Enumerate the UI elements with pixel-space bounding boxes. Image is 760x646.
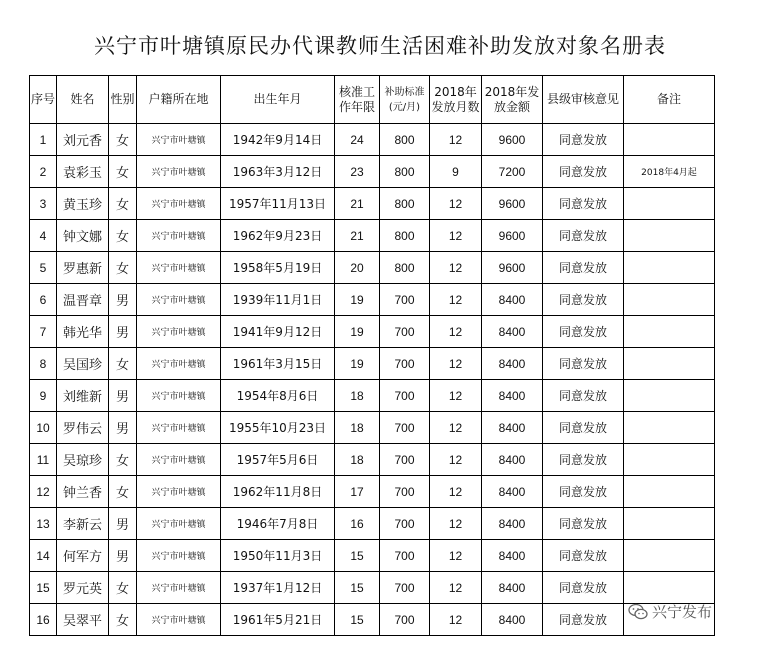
name-cell: 吴国珍 xyxy=(57,348,109,380)
header-years: 核准工作年限 xyxy=(335,76,380,124)
birth-date-cell: 1942年9月14日 xyxy=(221,124,335,156)
subsidy-roster-table xyxy=(29,75,715,636)
standard-cell: 800 xyxy=(380,188,430,220)
header-origin: 户籍所在地 xyxy=(137,76,221,124)
months-cell: 9 xyxy=(430,156,482,188)
watermark-text: 兴宁发布 xyxy=(652,603,713,621)
amount-cell: 9600 xyxy=(482,252,543,284)
table-row xyxy=(30,572,715,604)
birth-date-cell: 1941年9月12日 xyxy=(221,316,335,348)
header-opinion: 县级审核意见 xyxy=(543,76,624,124)
opinion-cell: 同意发放 xyxy=(543,156,624,188)
table-row xyxy=(30,348,715,380)
years-cell: 19 xyxy=(335,348,380,380)
header-gender: 性别 xyxy=(109,76,137,124)
seq-cell: 14 xyxy=(30,540,57,572)
amount-cell: 8400 xyxy=(482,444,543,476)
seq-cell: 11 xyxy=(30,444,57,476)
note-cell xyxy=(624,540,715,572)
gender-cell: 女 xyxy=(109,220,137,252)
gender-cell: 女 xyxy=(109,156,137,188)
origin-cell: 兴宁市叶塘镇 xyxy=(137,188,221,220)
opinion-cell: 同意发放 xyxy=(543,188,624,220)
seq-cell: 10 xyxy=(30,412,57,444)
table-row xyxy=(30,444,715,476)
opinion-cell: 同意发放 xyxy=(543,316,624,348)
years-cell: 18 xyxy=(335,380,380,412)
seq-cell: 5 xyxy=(30,252,57,284)
years-cell: 15 xyxy=(335,572,380,604)
name-cell: 刘元香 xyxy=(57,124,109,156)
amount-cell: 9600 xyxy=(482,220,543,252)
origin-cell: 兴宁市叶塘镇 xyxy=(137,316,221,348)
note-cell xyxy=(624,348,715,380)
amount-cell: 8400 xyxy=(482,508,543,540)
birth-date-cell: 1939年11月1日 xyxy=(221,284,335,316)
gender-cell: 女 xyxy=(109,604,137,636)
origin-cell: 兴宁市叶塘镇 xyxy=(137,220,221,252)
amount-cell: 9600 xyxy=(482,188,543,220)
note-cell xyxy=(624,380,715,412)
origin-cell: 兴宁市叶塘镇 xyxy=(137,412,221,444)
standard-cell: 800 xyxy=(380,156,430,188)
opinion-cell: 同意发放 xyxy=(543,476,624,508)
table-row xyxy=(30,508,715,540)
note-cell xyxy=(624,476,715,508)
standard-cell: 700 xyxy=(380,380,430,412)
note-cell xyxy=(624,572,715,604)
origin-cell: 兴宁市叶塘镇 xyxy=(137,444,221,476)
years-cell: 18 xyxy=(335,444,380,476)
name-cell: 钟兰香 xyxy=(57,476,109,508)
birth-date-cell: 1957年11月13日 xyxy=(221,188,335,220)
years-cell: 20 xyxy=(335,252,380,284)
gender-cell: 男 xyxy=(109,316,137,348)
standard-cell: 700 xyxy=(380,444,430,476)
origin-cell: 兴宁市叶塘镇 xyxy=(137,124,221,156)
name-cell: 罗元英 xyxy=(57,572,109,604)
gender-cell: 男 xyxy=(109,540,137,572)
birth-date-cell: 1957年5月6日 xyxy=(221,444,335,476)
seq-cell: 6 xyxy=(30,284,57,316)
gender-cell: 女 xyxy=(109,188,137,220)
seq-cell: 12 xyxy=(30,476,57,508)
months-cell: 12 xyxy=(430,124,482,156)
years-cell: 18 xyxy=(335,412,380,444)
table-row xyxy=(30,540,715,572)
months-cell: 12 xyxy=(430,444,482,476)
name-cell: 罗惠新 xyxy=(57,252,109,284)
origin-cell: 兴宁市叶塘镇 xyxy=(137,604,221,636)
name-cell: 李新云 xyxy=(57,508,109,540)
years-cell: 15 xyxy=(335,604,380,636)
opinion-cell: 同意发放 xyxy=(543,220,624,252)
months-cell: 12 xyxy=(430,252,482,284)
birth-date-cell: 1958年5月19日 xyxy=(221,252,335,284)
standard-cell: 800 xyxy=(380,252,430,284)
origin-cell: 兴宁市叶塘镇 xyxy=(137,380,221,412)
name-cell: 温晋章 xyxy=(57,284,109,316)
amount-cell: 8400 xyxy=(482,380,543,412)
amount-cell: 8400 xyxy=(482,316,543,348)
birth-date-cell: 1961年5月21日 xyxy=(221,604,335,636)
amount-cell: 8400 xyxy=(482,348,543,380)
seq-cell: 2 xyxy=(30,156,57,188)
name-cell: 吴翠平 xyxy=(57,604,109,636)
note-cell xyxy=(624,188,715,220)
amount-cell: 9600 xyxy=(482,124,543,156)
header-name: 姓名 xyxy=(57,76,109,124)
birth-date-cell: 1963年3月12日 xyxy=(221,156,335,188)
name-cell: 罗伟云 xyxy=(57,412,109,444)
birth-date-cell: 1961年3月15日 xyxy=(221,348,335,380)
standard-cell: 800 xyxy=(380,220,430,252)
gender-cell: 女 xyxy=(109,444,137,476)
note-cell xyxy=(624,284,715,316)
standard-cell: 700 xyxy=(380,540,430,572)
name-cell: 韩光华 xyxy=(57,316,109,348)
months-cell: 12 xyxy=(430,348,482,380)
standard-cell: 800 xyxy=(380,124,430,156)
standard-cell: 700 xyxy=(380,508,430,540)
origin-cell: 兴宁市叶塘镇 xyxy=(137,508,221,540)
header-birth: 出生年月 xyxy=(221,76,335,124)
gender-cell: 男 xyxy=(109,508,137,540)
standard-cell: 700 xyxy=(380,284,430,316)
standard-cell: 700 xyxy=(380,572,430,604)
standard-cell: 700 xyxy=(380,476,430,508)
header-amount: 2018年发放金额 xyxy=(482,76,543,124)
amount-cell: 8400 xyxy=(482,604,543,636)
years-cell: 24 xyxy=(335,124,380,156)
years-cell: 21 xyxy=(335,220,380,252)
years-cell: 23 xyxy=(335,156,380,188)
months-cell: 12 xyxy=(430,284,482,316)
table-row xyxy=(30,604,715,636)
origin-cell: 兴宁市叶塘镇 xyxy=(137,156,221,188)
table-row xyxy=(30,252,715,284)
table-row xyxy=(30,412,715,444)
table-row xyxy=(30,380,715,412)
opinion-cell: 同意发放 xyxy=(543,572,624,604)
name-cell: 何军方 xyxy=(57,540,109,572)
note-cell xyxy=(624,412,715,444)
birth-date-cell: 1955年10月23日 xyxy=(221,412,335,444)
months-cell: 12 xyxy=(430,188,482,220)
birth-date-cell: 1962年11月8日 xyxy=(221,476,335,508)
years-cell: 15 xyxy=(335,540,380,572)
amount-cell: 7200 xyxy=(482,156,543,188)
origin-cell: 兴宁市叶塘镇 xyxy=(137,540,221,572)
gender-cell: 女 xyxy=(109,476,137,508)
birth-date-cell: 1954年8月6日 xyxy=(221,380,335,412)
header-seq: 序号 xyxy=(30,76,57,124)
amount-cell: 8400 xyxy=(482,572,543,604)
years-cell: 16 xyxy=(335,508,380,540)
origin-cell: 兴宁市叶塘镇 xyxy=(137,572,221,604)
seq-cell: 4 xyxy=(30,220,57,252)
origin-cell: 兴宁市叶塘镇 xyxy=(137,348,221,380)
name-cell: 刘维新 xyxy=(57,380,109,412)
amount-cell: 8400 xyxy=(482,540,543,572)
table-row xyxy=(30,220,715,252)
gender-cell: 女 xyxy=(109,348,137,380)
seq-cell: 15 xyxy=(30,572,57,604)
birth-date-cell: 1946年7月8日 xyxy=(221,508,335,540)
table-row xyxy=(30,156,715,188)
birth-date-cell: 1962年9月23日 xyxy=(221,220,335,252)
note-cell xyxy=(624,252,715,284)
gender-cell: 女 xyxy=(109,124,137,156)
name-cell: 吴琼珍 xyxy=(57,444,109,476)
months-cell: 12 xyxy=(430,508,482,540)
opinion-cell: 同意发放 xyxy=(543,348,624,380)
amount-cell: 8400 xyxy=(482,476,543,508)
opinion-cell: 同意发放 xyxy=(543,124,624,156)
table-row xyxy=(30,284,715,316)
gender-cell: 男 xyxy=(109,412,137,444)
note-cell xyxy=(624,316,715,348)
wechat-icon xyxy=(628,603,648,621)
seq-cell: 9 xyxy=(30,380,57,412)
note-cell xyxy=(624,444,715,476)
seq-cell: 1 xyxy=(30,124,57,156)
document-title: 兴宁市叶塘镇原民办代课教师生活困难补助发放对象名册表 xyxy=(94,34,666,58)
years-cell: 21 xyxy=(335,188,380,220)
years-cell: 17 xyxy=(335,476,380,508)
note-cell xyxy=(624,220,715,252)
opinion-cell: 同意发放 xyxy=(543,444,624,476)
name-cell: 袁彩玉 xyxy=(57,156,109,188)
months-cell: 12 xyxy=(430,412,482,444)
months-cell: 12 xyxy=(430,572,482,604)
amount-cell: 8400 xyxy=(482,412,543,444)
amount-cell: 8400 xyxy=(482,284,543,316)
birth-date-cell: 1950年11月3日 xyxy=(221,540,335,572)
opinion-cell: 同意发放 xyxy=(543,508,624,540)
months-cell: 12 xyxy=(430,380,482,412)
opinion-cell: 同意发放 xyxy=(543,380,624,412)
seq-cell: 7 xyxy=(30,316,57,348)
opinion-cell: 同意发放 xyxy=(543,284,624,316)
opinion-cell: 同意发放 xyxy=(543,540,624,572)
watermark xyxy=(628,601,712,622)
months-cell: 12 xyxy=(430,476,482,508)
table-row xyxy=(30,124,715,156)
seq-cell: 8 xyxy=(30,348,57,380)
gender-cell: 女 xyxy=(109,252,137,284)
name-cell: 黄玉珍 xyxy=(57,188,109,220)
seq-cell: 3 xyxy=(30,188,57,220)
gender-cell: 男 xyxy=(109,284,137,316)
table-row xyxy=(30,476,715,508)
origin-cell: 兴宁市叶塘镇 xyxy=(137,284,221,316)
header-standard: 补助标准(元/月) xyxy=(380,76,430,124)
gender-cell: 男 xyxy=(109,380,137,412)
opinion-cell: 同意发放 xyxy=(543,604,624,636)
header-row xyxy=(30,76,715,124)
table-row xyxy=(30,316,715,348)
months-cell: 12 xyxy=(430,316,482,348)
header-note: 备注 xyxy=(624,76,715,124)
birth-date-cell: 1937年1月12日 xyxy=(221,572,335,604)
origin-cell: 兴宁市叶塘镇 xyxy=(137,252,221,284)
header-months: 2018年发放月数 xyxy=(430,76,482,124)
origin-cell: 兴宁市叶塘镇 xyxy=(137,476,221,508)
table-row xyxy=(30,188,715,220)
seq-cell: 13 xyxy=(30,508,57,540)
note-cell: 2018年4月起 xyxy=(624,156,715,188)
note-cell xyxy=(624,508,715,540)
years-cell: 19 xyxy=(335,316,380,348)
months-cell: 12 xyxy=(430,604,482,636)
months-cell: 12 xyxy=(430,220,482,252)
months-cell: 12 xyxy=(430,540,482,572)
standard-cell: 700 xyxy=(380,604,430,636)
note-cell xyxy=(624,124,715,156)
name-cell: 钟文娜 xyxy=(57,220,109,252)
standard-cell: 700 xyxy=(380,412,430,444)
standard-cell: 700 xyxy=(380,316,430,348)
years-cell: 19 xyxy=(335,284,380,316)
opinion-cell: 同意发放 xyxy=(543,412,624,444)
standard-cell: 700 xyxy=(380,348,430,380)
opinion-cell: 同意发放 xyxy=(543,252,624,284)
seq-cell: 16 xyxy=(30,604,57,636)
gender-cell: 女 xyxy=(109,572,137,604)
